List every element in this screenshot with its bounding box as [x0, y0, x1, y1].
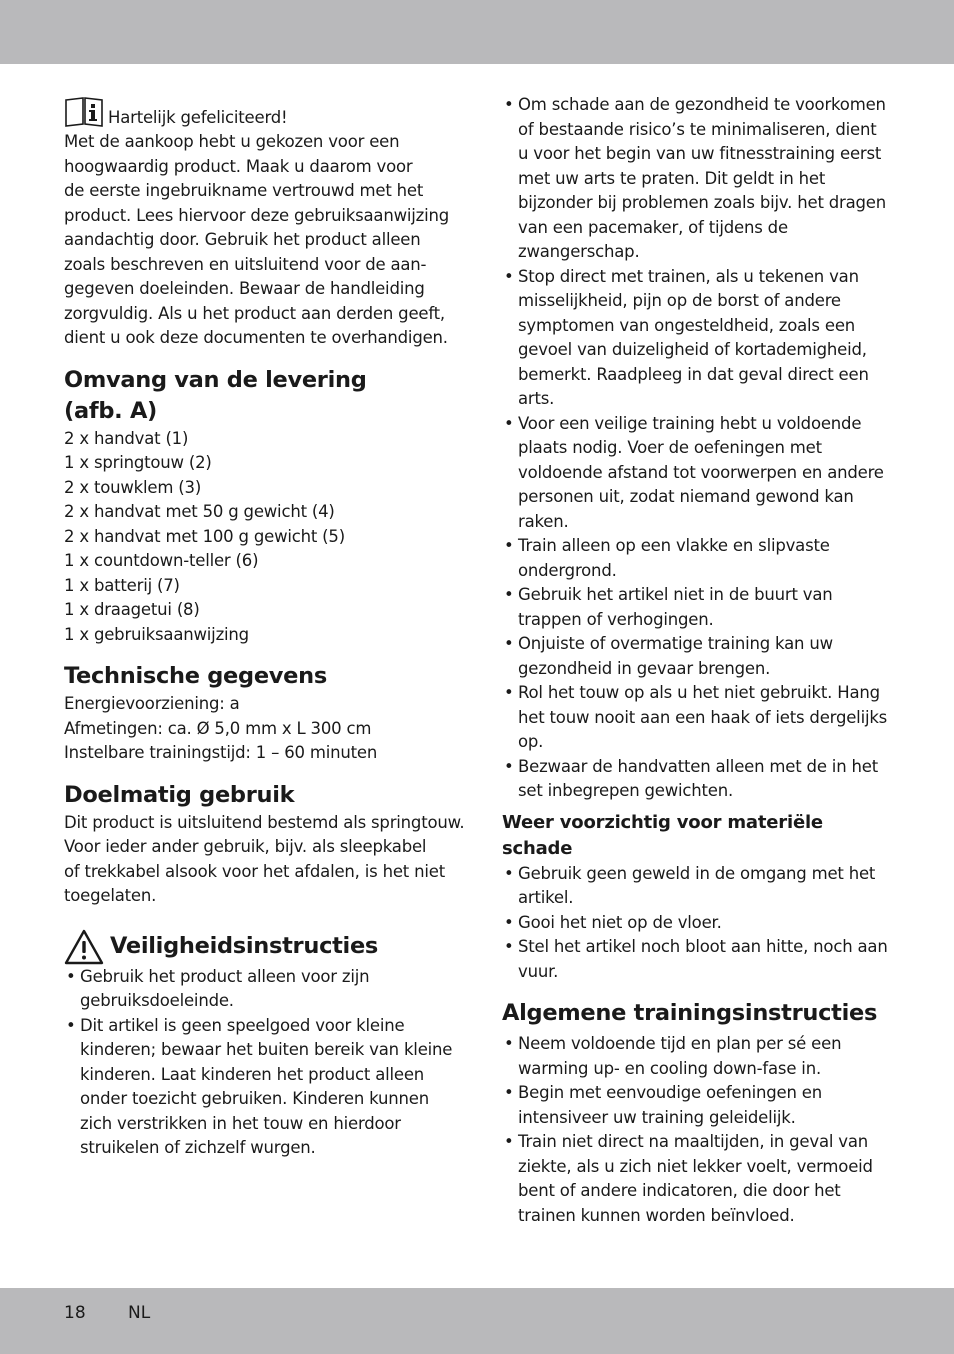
health-bullet-line: van een pacemaker, of tijdens de — [518, 217, 788, 237]
health-bullet-line: • Om schade aan de gezondheid te voorkomen — [518, 95, 886, 114]
intro-line: dient u ook deze documenten te overhandigen. — [64, 328, 448, 347]
use-line: Voor ieder ander gebruik, bijv. als sleepkabel — [64, 837, 427, 856]
health-bullet-line: raken. — [518, 511, 569, 531]
health-bullet-line: • Train alleen op een vlakke en slipvaste — [518, 536, 830, 555]
tech-item: Instelbare trainingstijd: 1 – 60 minuten — [64, 743, 378, 762]
health-bullet-line: • Rol het touw op als u het niet gebruikt. Hang — [518, 683, 880, 702]
safety-bullet-line: onder toezicht gebruiken. Kinderen kunnen — [80, 1089, 429, 1108]
health-bullet-line: met uw arts te praten. Dit geldt in het — [518, 168, 826, 188]
training-bullet-line: warming up- en cooling down-fase in. — [518, 1058, 821, 1078]
health-bullet-line: personen uit, zodat niemand gewond kan — [518, 487, 854, 506]
material-bullet — [502, 862, 892, 911]
health-bullet-line: • Gebruik het artikel niet in de buurt van — [518, 585, 833, 604]
intro-line: gegeven doeleinden. Bewaar de handleiding — [64, 279, 425, 298]
use-line: Dit product is uitsluitend bestemd als springtouw. — [64, 812, 465, 832]
health-bullet — [502, 534, 892, 583]
delivery-item: 1 x batterij (7) — [64, 575, 180, 595]
delivery-title: Omvang van de levering (afb. A) — [64, 366, 367, 424]
use-text — [64, 811, 465, 909]
health-bullet — [502, 93, 892, 265]
health-bullet-line: • Onjuiste of overmatige training kan uw — [518, 634, 833, 653]
health-bullet — [502, 583, 892, 632]
delivery-list — [64, 427, 454, 648]
health-bullet-line: bemerkt. Raadpleeg in dat geval direct een — [518, 364, 869, 384]
safety-heading — [64, 929, 454, 965]
intro-line: zorgvuldig. Als u het product aan derden geeft, — [64, 303, 445, 323]
health-bullet-line: u voor het begin van uw fitnesstraining eerst — [518, 144, 882, 163]
tech-item: Energievoorziening: a — [64, 694, 240, 713]
material-list — [502, 862, 892, 985]
intro-first-line — [64, 96, 454, 130]
health-bullet-line: voldoende afstand tot voorwerpen en andere — [518, 462, 884, 482]
delivery-item: 1 x gebruiksaanwijzing — [64, 624, 249, 644]
delivery-item: 2 x handvat met 100 g gewicht (5) — [64, 526, 345, 546]
intro-line: hoogwaardig product. Maak u daarom voor — [64, 156, 413, 176]
training-bullet — [502, 1130, 892, 1228]
delivery-item: 2 x handvat (1) — [64, 428, 189, 448]
right-column — [502, 93, 892, 1228]
page-number: 18 — [64, 1303, 86, 1323]
use-title: Doelmatig gebruik — [64, 781, 295, 808]
material-bullet-line: • Stel het artikel noch bloot aan hitte, noch aan — [518, 937, 888, 956]
health-list — [502, 93, 892, 804]
health-bullet-line: gevoel van duizeligheid of kortademigheid, — [518, 340, 867, 359]
safety-bullet — [64, 1014, 454, 1161]
health-bullet — [502, 265, 892, 412]
safety-bullet-line: kinderen. Laat kinderen het product alleen — [80, 1064, 425, 1084]
tech-item: Afmetingen: ca. Ø 5,0 mm x L 300 cm — [64, 718, 372, 738]
health-bullet — [502, 681, 892, 755]
delivery-item: 1 x draagetui (8) — [64, 600, 200, 619]
safety-bullet-line: • Dit artikel is geen speelgoed voor kleine — [80, 1015, 405, 1035]
intro-greeting: Hartelijk gefeliciteerd! — [108, 107, 288, 127]
safety-bullet-line: struikelen of zichzelf wurgen. — [80, 1138, 316, 1157]
left-column — [64, 96, 465, 1161]
safety-bullet-line: gebruiksdoeleinde. — [80, 991, 234, 1010]
health-bullet-line: misselijkheid, pijn op de borst of andere — [518, 291, 841, 310]
delivery-item: 2 x handvat met 50 g gewicht (4) — [64, 502, 335, 521]
health-bullet — [502, 412, 892, 535]
intro-line: product. Lees hiervoor deze gebruiksaanwijzing — [64, 205, 450, 225]
health-bullet-line: of bestaande risico’s te minimaliseren, dient — [518, 119, 877, 139]
tech-list — [64, 692, 454, 766]
health-bullet-line: • Stop direct met trainen, als u tekenen van — [518, 266, 859, 286]
health-bullet-line: • Bezwaar de handvatten alleen met de in het — [518, 756, 878, 776]
use-line: of trekkabel alsook voor het afdalen, is het niet — [64, 861, 445, 881]
intro-paragraph — [64, 96, 454, 351]
delivery-item: 1 x countdown-teller (6) — [64, 551, 259, 570]
health-bullet-line: ondergrond. — [518, 560, 617, 580]
material-bullet-line: • Gebruik geen geweld in de omgang met het — [518, 863, 876, 883]
training-bullet-line: ziekte, als u zich niet lekker voelt, vermoeid — [518, 1156, 873, 1176]
intro-line: zoals beschreven en uitsluitend voor de aan- — [64, 254, 427, 274]
intro-line: aandachtig door. Gebruik het product alleen — [64, 230, 421, 249]
material-bullet-line: artikel. — [518, 888, 574, 907]
training-list — [502, 1032, 892, 1228]
training-bullet-line: trainen kunnen worden beïnvloed. — [518, 1205, 795, 1225]
material-bullet — [502, 935, 892, 984]
intro-line: de eerste ingebruikname vertrouwd met het — [64, 181, 424, 200]
health-bullet-line: plaats nodig. Voer de oefeningen met — [518, 438, 822, 457]
language-code: NL — [128, 1303, 151, 1323]
health-bullet-line: symptomen van ongesteldheid, zoals een — [518, 315, 856, 335]
safety-bullet-line: • Gebruik het product alleen voor zijn — [80, 966, 370, 986]
material-title: Weer voorzichtig voor materiële schade — [502, 811, 823, 859]
safety-bullet-line: zich verstrikken in het touw en hierdoor — [80, 1113, 401, 1133]
intro-line: Met de aankoop hebt u gekozen voor een — [64, 132, 400, 151]
health-bullet-line: set inbegrepen gewichten. — [518, 781, 734, 800]
training-bullet-line: • Begin met eenvoudige oefeningen en — [518, 1083, 823, 1102]
health-bullet-line: gezondheid in gevaar brengen. — [518, 658, 771, 678]
training-title: Algemene trainingsinstructies — [502, 1000, 878, 1026]
material-bullet-line: • Gooi het niet op de vloer. — [518, 912, 722, 932]
use-line: toegelaten. — [64, 886, 157, 905]
training-bullet — [502, 1081, 892, 1130]
health-bullet-line: trappen of verhogingen. — [518, 609, 714, 629]
safety-list — [64, 965, 454, 1161]
safety-bullet-line: kinderen; bewaar het buiten bereik van kleine — [80, 1040, 453, 1059]
delivery-item: 1 x springtouw (2) — [64, 453, 212, 472]
info-book-icon — [64, 96, 104, 128]
material-bullet-line: vuur. — [518, 961, 559, 981]
training-bullet-line: • Train niet direct na maaltijden, in geval van — [518, 1132, 869, 1151]
health-bullet-line: bijzonder bij problemen zoals bijv. het dragen — [518, 193, 887, 212]
health-bullet-line: zwangerschap. — [518, 242, 640, 261]
material-bullet — [502, 911, 892, 936]
health-bullet-line: arts. — [518, 389, 555, 408]
health-bullet-line: op. — [518, 732, 544, 751]
health-bullet-line: • Voor een veilige training hebt u voldoende — [518, 413, 862, 433]
health-bullet — [502, 755, 892, 804]
header-bar — [0, 0, 954, 64]
training-bullet — [502, 1032, 892, 1081]
health-bullet — [502, 632, 892, 681]
training-bullet-line: intensiveer uw training geleidelijk. — [518, 1107, 796, 1127]
warning-triangle-icon — [64, 929, 104, 965]
safety-title: Veiligheidsinstructies — [110, 933, 379, 959]
delivery-item: 2 x touwklem (3) — [64, 477, 202, 497]
training-bullet-line: • Neem voldoende tijd en plan per sé een — [518, 1034, 842, 1053]
tech-title: Technische gegevens — [64, 663, 327, 689]
training-bullet-line: bent of andere indicatoren, die door het — [518, 1181, 841, 1200]
health-bullet-line: het touw nooit aan een haak of iets dergelijks — [518, 707, 888, 727]
safety-bullet — [64, 965, 454, 1014]
